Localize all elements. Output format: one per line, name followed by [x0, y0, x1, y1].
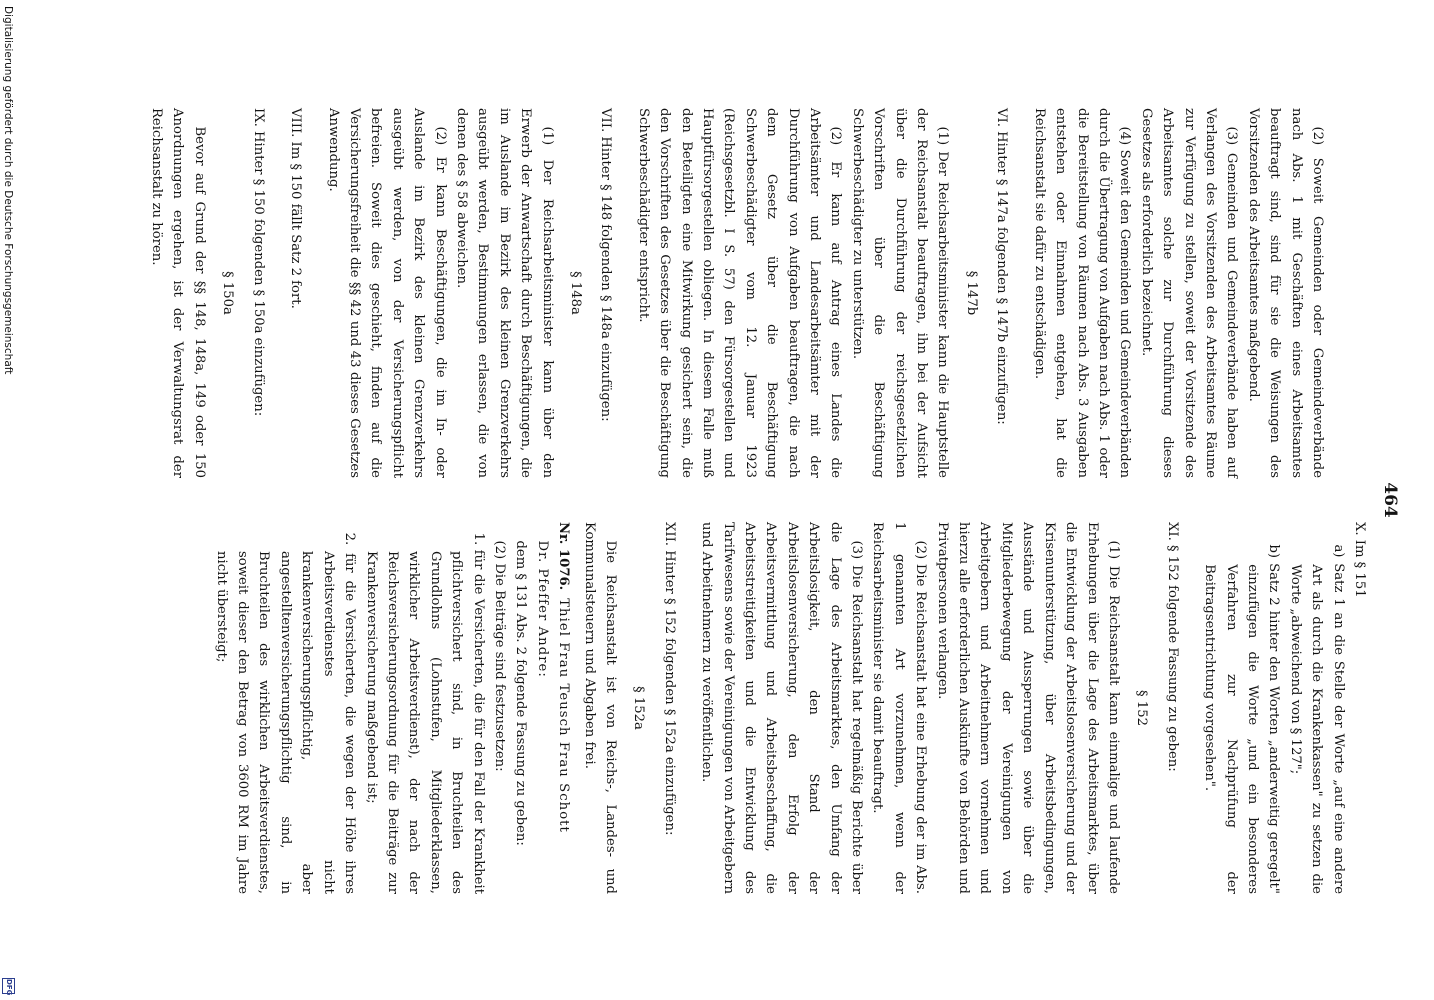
paragraph: (2) Die Beiträge sind festzusetzen:	[491, 540, 507, 772]
footer-credit: Digitalisierung gefördert durch die Deutsche Forschungsgemeinschaft	[2, 6, 14, 375]
section-heading: § 152a	[631, 686, 647, 730]
paragraph	[553, 522, 574, 894]
paragraph: (2) Er kann Beschäftigungen, die im In- oder Auslande im Bezirk des kleinen Grenzverkehrs ausgeübt werden, von der Versicherungspflicht befreien. Soweit dies geschieht, finden auf die Versicherungsfreiheit die §§ 42 und 43 dieses Gesetzes Anwendung.	[325, 108, 448, 478]
amendment-heading: VII. Hinter § 148 folgenden § 148a einzufügen:	[598, 108, 614, 422]
paragraph: (1) Die Reichsanstalt kann einmalige und laufende Erhebungen über die Lage des Arbeitsmarktes, über die Entwicklung der Arbeitslosenversicherung und der Krisenunterstützung, über Arbeitsbedingungen, Ausstände und Aussperrungen sowie über die Mitgliederbewegung der Vereinigungen von Arbeitgebern und Arbeitnehmern vornehmen und hierzu alle erforderlichen Auskünfte von Behörden und Privatpersonen verlangen.	[934, 522, 1121, 894]
paragraph: (1) Der Reichsarbeitsminister kann die Hauptstelle der Reichsanstalt beauftragen, ihn bei der Aufsicht über die Durchführung der reichsgesetzlichen Vorschriften über die Beschäftigung Schwerbeschädigter zu unterstützen.	[849, 108, 951, 478]
section-heading: § 152	[1134, 690, 1150, 726]
paragraph: Dr. Pfeffer Andre:	[534, 540, 550, 678]
motion-signatories: Thiel Frau Teusch Frau Schott	[556, 598, 572, 833]
paragraph: (2) Er kann auf Antrag eines Landes die Arbeitsämter und Landesarbeitsämter mit der Durchführung von Aufgaben beauftragen, die nach dem Gesetz über die Beschäftigung Schwerbeschädigter vom 12. Januar 1923 (Reichsgesetzbl. I S. 57) den Fürsorgestellen und Hauptfürsorgestellen obliegen. In diesem Falle muß den Beteiligten eine Mitwirkung gesichert sein, die den Vorschriften des Gesetzes über die Beschäftigung Schwerbeschädigter entspricht.	[635, 108, 844, 478]
amendment-heading: XII. Hinter § 152 folgenden § 152a einzufügen:	[661, 522, 677, 836]
paragraph: (4) Soweit den Gemeinden und Gemeindeverbänden durch die Übertragung von Aufgaben nach Abs. 1 oder die Bereitstellung von Räumen nach Abs. 3 Ausgaben entstehen oder Einnahmen entgehen, hat die Reichsanstalt sie dafür zu entschädigen.	[1031, 108, 1133, 478]
paragraph: (3) Die Reichsanstalt hat regelmäßig Berichte über die Lage des Arbeitsmarktes, den Umfang der Arbeitslosigkeit, den Stand der Arbeitslosenversicherung, den Erfolg der Arbeitsvermittlung und Arbeitsbeschaffung, die Arbeitsstreitigkeiten und die Entwicklung des Tarifwesens sowie der Vereinigungen von Arbeitgebern und Arbeitnehmern zu veröffentlichen.	[699, 522, 865, 894]
digitization-footer	[0, 0, 16, 1000]
page-number: 464	[1380, 482, 1400, 518]
paragraph: 1. für die Versicherten, die für den Fall der Krankheit pflichtversichert sind, in Bruchteilen des Grundlohns (Lohnstufen, Mitgliederklassen, wirklicher Arbeitsverdienst), der nach der Reichsversicherungsordnung für die Beiträge zur Krankenversicherung maßgebend ist;	[363, 532, 486, 894]
motion-number: Nr. 1076.	[556, 522, 572, 591]
paragraph: dem § 131 Abs. 2 folgende Fassung zu geben:	[513, 540, 529, 846]
paragraph: a) Satz 1 an die Stelle der Worte „auf eine andere Art als durch die Krankenkassen" zu setzen die Worte „abweichend von § 127";	[1287, 544, 1346, 894]
paragraph: (1) Der Reichsarbeitsminister kann über den Erwerb der Anwartschaft durch Beschäftigungen, die im Auslande im Bezirk des kleinen Grenzverkehrs ausgeübt werden, Bestimmungen erlassen, die von denen des § 58 abweichen.	[453, 108, 555, 478]
amendment-heading: IX. Hinter § 150 folgenden § 150a einzufügen:	[250, 108, 266, 417]
section-heading: § 147b	[963, 270, 979, 316]
section-heading: § 148a	[568, 271, 583, 315]
paragraph: b) Satz 2 hinter den Worten „anderweitig geregelt" einzufügen die Worte „und ein besonderes Verfahren zur Nachprüfung der Beitragsentrichtung vorgesehen".	[1202, 544, 1282, 894]
amendment-heading: VI. Hinter § 147a folgenden § 147b einzufügen:	[994, 108, 1010, 425]
paragraph: (2) Die Reichsanstalt hat eine Erhebung der im Abs. 1 genannten Art vorzunehmen, wenn der Reichsarbeitsminister sie damit beauftragt.	[870, 522, 929, 894]
paragraph: Die Reichsanstalt ist von Reichs-, Landes- und Kommunalsteuern und Abgaben frei.	[581, 522, 618, 894]
left-text-column	[146, 108, 1328, 478]
paragraph: (3) Gemeinden und Gemeindeverbände haben auf Verlangen des Vorsitzenden des Arbeitsamtes Räume zur Verfügung zu stellen, soweit der Vorsitzende des Arbeitsamtes solche zur Durchführung dieses Gesetzes als erforderlich bezeichnet.	[1138, 108, 1240, 478]
paragraph: (2) Soweit Gemeinden oder Gemeindeverbände nach Abs. 1 mit Geschäften eines Arbeitsamtes beauftragt sind, sind für sie die Weisungen des Vorsitzenden des Arbeitsamtes maßgebend.	[1245, 108, 1325, 478]
amendment-heading: VIII. Im § 150 fällt Satz 2 fort.	[288, 108, 304, 309]
paragraph: 2. für die Versicherten, die wegen der Höhe ihres Arbeitsverdienstes nicht krankenversicherungspflichtig, aber angestelltenversicherungspflichtig sind, in Bruchteilen des wirklichen Arbeitsverdienstes, soweit dieser den Betrag von 3600 RM im Jahre nicht übersteigt;	[213, 532, 358, 894]
amendment-heading: XI. § 152 folgende Fassung zu geben:	[1164, 522, 1180, 772]
paragraph: Bevor auf Grund der §§ 148, 148a, 149 oder 150 Anordnungen ergehen, ist der Verwaltungsrat der Reichsanstalt zu hören.	[149, 108, 207, 478]
right-text-column	[210, 522, 1370, 894]
amendment-heading: X. Im § 151	[1352, 522, 1367, 598]
section-heading: § 150a	[220, 271, 236, 315]
dfg-logo: DFG	[2, 978, 15, 994]
